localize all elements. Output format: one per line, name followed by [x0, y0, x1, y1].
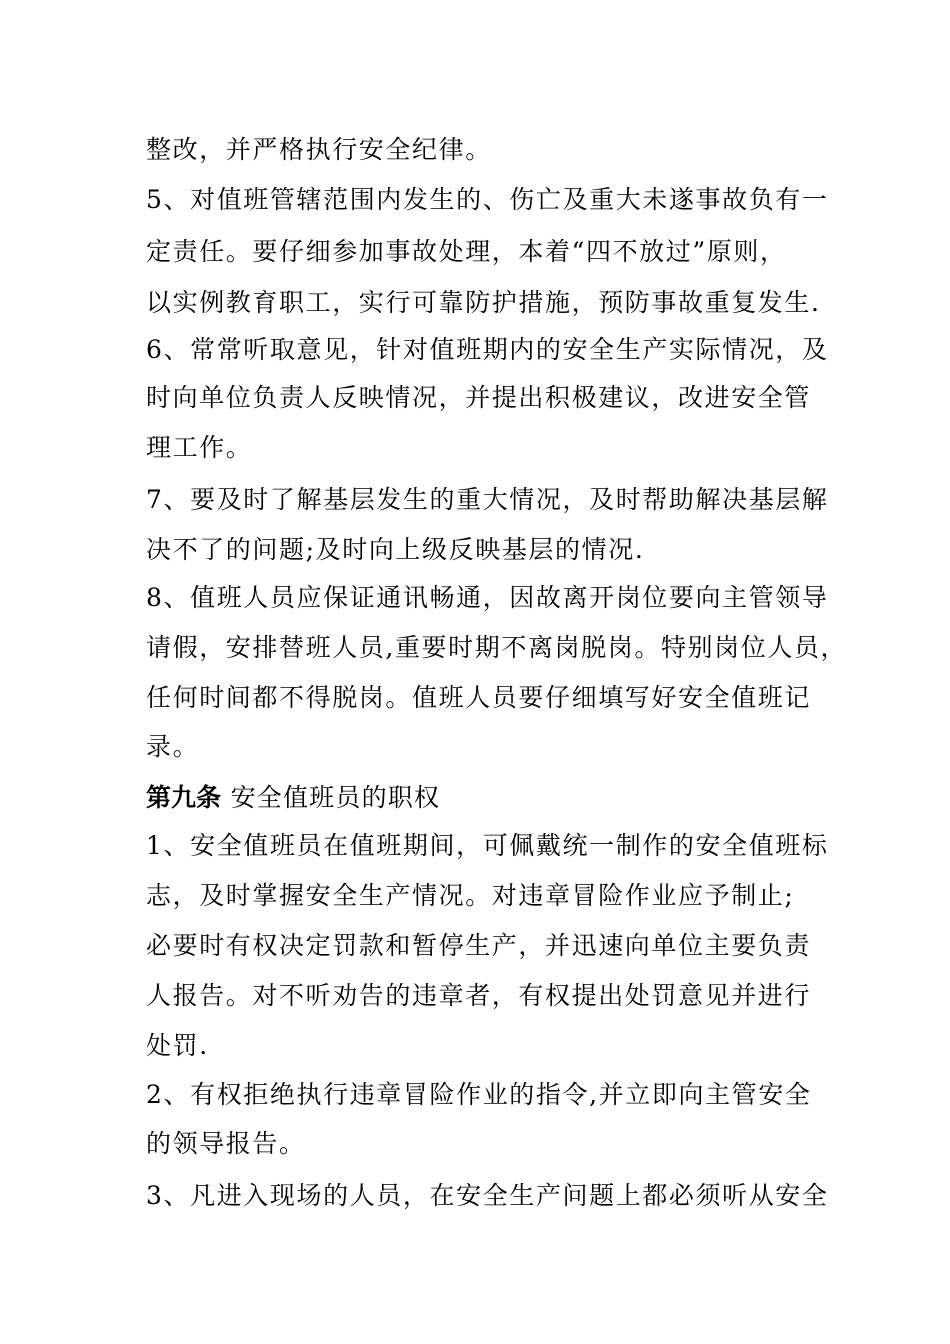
text-line: 请假，安排替班人员,重要时期不离岗脱岗。特别岗位人员， [146, 633, 848, 662]
text-line: 5、对值班管辖范围内发生的、伤亡及重大未遂事故负有一 [146, 185, 829, 214]
section-heading [146, 782, 826, 814]
text-line: 处罚. [146, 1031, 209, 1060]
text-line: 以实例教育职工，实行可靠防护措施，预防事故重复发生. [146, 288, 821, 317]
text-line: 必要时有权决定罚款和暂停生产，并迅速向单位主要负责 [146, 931, 812, 960]
text-line: 8、值班人员应保证通讯畅通，因故离开岗位要向主管领导 [146, 583, 829, 612]
text-line: 志，及时掌握安全生产情况。对违章冒险作业应予制止; [146, 881, 795, 910]
text-line: 整改，并严格执行安全纪律。 [146, 135, 492, 164]
text-line: 6、常常听取意见，针对值班期内的安全生产实际情况，及 [146, 335, 829, 364]
text-line: 时向单位负责人反映情况，并提出积极建议，改进安全管 [146, 383, 812, 412]
text-line: 理工作。 [146, 433, 253, 462]
text-line: 人报告。对不听劝告的违章者，有权提出处罚意见并进行 [146, 981, 812, 1010]
text-line: 的领导报告。 [146, 1129, 306, 1158]
text-line: 决不了的问题;及时向上级反映基层的情况. [146, 535, 645, 564]
text-line: 任何时间都不得脱岗。值班人员要仔细填写好安全值班记 [146, 683, 812, 712]
text-line: 3、凡进入现场的人员，在安全生产问题上都必须听从安全 [146, 1181, 829, 1210]
text-line: 7、要及时了解基层发生的重大情况，及时帮助解决基层解 [146, 485, 829, 514]
text-line: 1、安全值班员在值班期间，可佩戴统一制作的安全值班标 [146, 831, 829, 860]
section-heading-label: 第九条 [146, 783, 222, 812]
section-heading-title: 安全值班员的职权 [230, 783, 441, 812]
text-line: 定责任。要仔细参加事故处理，本着“四不放过”原则， [146, 237, 787, 266]
text-line: 录。 [146, 732, 200, 761]
text-line: 2、有权拒绝执行违章冒险作业的指令,并立即向主管安全 [146, 1080, 812, 1109]
